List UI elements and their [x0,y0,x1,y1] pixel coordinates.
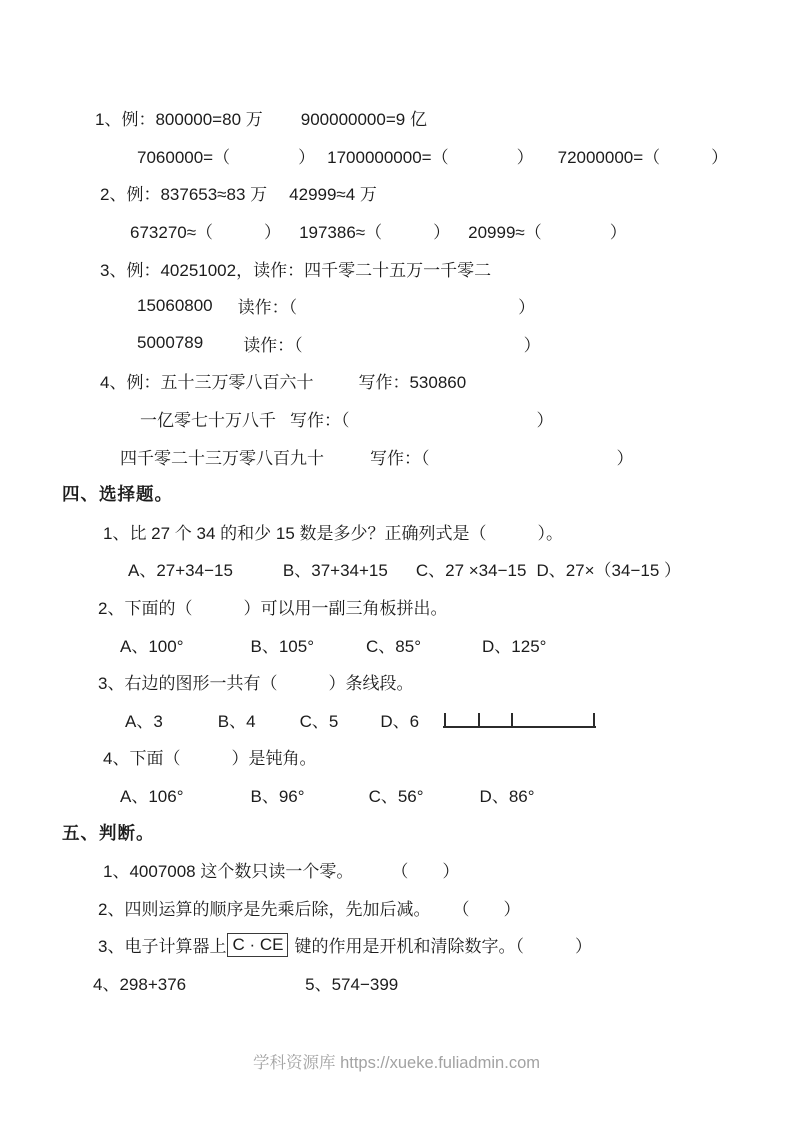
choice-q3-option-d: D、6 [380,711,420,731]
choice-q1-stem-row [0,513,793,551]
choice-q2-option-d: D、125° [482,636,547,656]
choice-q1-option-d: D、27×（34−15 ） [536,561,682,581]
judge-q2-row [0,888,793,926]
fill-q2-blank-1: 673270≈（ ） [130,223,282,243]
fill-q2-example-row [0,174,793,212]
judge-q4-expression: 4、298+376 [93,974,187,994]
judge-q2-answer-paren: （ ） [452,899,521,919]
fill-q4-example2: 写作：530860 [358,373,467,393]
judge-q3-stem-post: 键的作用是开机和清除数字。（ ） [294,937,592,957]
fill-q2-blank-2: 197386≈（ ） [299,223,451,243]
choice-section-title-row [0,475,793,513]
fill-q3-number-2: 5000789 [137,333,204,353]
choice-q4-option-b: B、96° [250,786,305,806]
fill-q1-blank-1: 7060000=（ ） [137,147,316,167]
fill-q3-read-blank-2: 读作：（ ） [243,335,541,355]
choice-q2-stem: 2、下面的（ ）可以用一副三角板拼出。 [98,599,448,619]
choice-q2-option-c: C、85° [366,636,422,656]
judge-q1-row [0,851,793,889]
choice-q1-stem: 1、比 27 个 34 的和少 15 数是多少？正确列式是（ ）。 [103,523,564,543]
choice-q2-option-b: B、105° [250,636,315,656]
choice-q4-option-d: D、86° [479,786,535,806]
fill-q1-blank-3: 72000000=（ ） [557,147,729,167]
fill-q1-example: 1、例：800000=80 万 [95,110,263,130]
choice-q3-option-c: C、5 [299,711,339,731]
fill-q3-sub2-row [0,325,793,363]
judge-section-title: 五、判断。 [62,822,155,843]
fill-q2-blank-3: 20999≈（ ） [468,223,627,243]
judge-q1-answer-paren: （ ） [391,862,460,882]
choice-q3-option-b: B、4 [217,711,256,731]
choice-section-title: 四、选择题。 [62,484,173,505]
choice-q2-options-row [0,625,793,663]
tick-mark [593,713,595,726]
fill-q4-example-row [0,362,793,400]
judge-q3-row [0,926,793,964]
choice-q4-stem-row [0,738,793,776]
choice-q4-stem: 4、下面（ ）是钝角。 [103,749,317,769]
footer-watermark: 学科资源库 https://xueke.fuliadmin.com [252,1054,540,1073]
fill-q2-blanks-row [0,212,793,250]
fill-q2-example: 2、例：837653≈83 万 [100,185,268,205]
fill-q4-write-blank-1: 写作：（ ） [290,411,554,431]
calculator-key-box: C · CE [227,933,288,957]
fill-q1-example-row [0,99,793,137]
tick-mark [511,713,513,726]
fill-q3-read-blank-1: 读作：（ ） [237,298,536,318]
fill-q3-number-1: 15060800 [137,295,213,315]
choice-q1-option-b: B、37+34+15 [282,561,388,581]
choice-q4-options-row [0,776,793,814]
choice-q4-option-c: C、56° [368,786,424,806]
choice-q2-option-a: A、100° [120,636,184,656]
choice-q1-options-row [0,550,793,588]
line-segment-figure [443,711,596,728]
judge-q1-stem: 1、4007008 这个数只读一个零。 [103,862,354,882]
judge-q2-stem: 2、四则运算的顺序是先乘后除，先加后减。 [98,899,431,919]
choice-q3-options-row [0,701,793,739]
choice-q1-option-c: C、27 ×34−15 [415,561,527,581]
judge-section-title-row [0,813,793,851]
fill-q4-words-2: 四千零二十三万零八百九十 [120,448,324,468]
tick-mark [478,713,480,726]
fill-q4-words-1: 一亿零七十万八千 [140,411,276,431]
choice-q2-stem-row [0,588,793,626]
judge-q3-stem-pre: 3、电子计算器上 [98,937,227,957]
fill-q1-blanks-row [0,137,793,175]
fill-q3-sub1-row [0,287,793,325]
judge-q5-expression: 5、574−399 [305,974,399,994]
judge-q4-q5-row [0,964,793,1002]
fill-q1-example2: 900000000=9 亿 [300,110,427,130]
fill-q4-example: 4、例：五十三万零八百六十 [100,373,314,393]
fill-q4-write-blank-2: 写作：（ ） [370,448,634,468]
choice-q3-option-a: A、3 [125,711,163,731]
fill-q2-example2: 42999≈4 万 [289,185,377,205]
choice-q3-stem-row [0,663,793,701]
choice-q1-option-a: A、27+34−15 [128,561,233,581]
fill-q4-sub2-row [0,437,793,475]
fill-q3-example-row [0,249,793,287]
tick-mark [444,713,446,726]
choice-q3-stem: 3、右边的图形一共有（ ）条线段。 [98,674,414,694]
fill-q4-sub1-row [0,400,793,438]
choice-q4-option-a: A、106° [120,786,184,806]
fill-q1-blank-2: 1700000000=（ ） [327,147,534,167]
fill-q3-example: 3、例：40251002，读作：四千零二十五万一千零二 [100,260,492,280]
